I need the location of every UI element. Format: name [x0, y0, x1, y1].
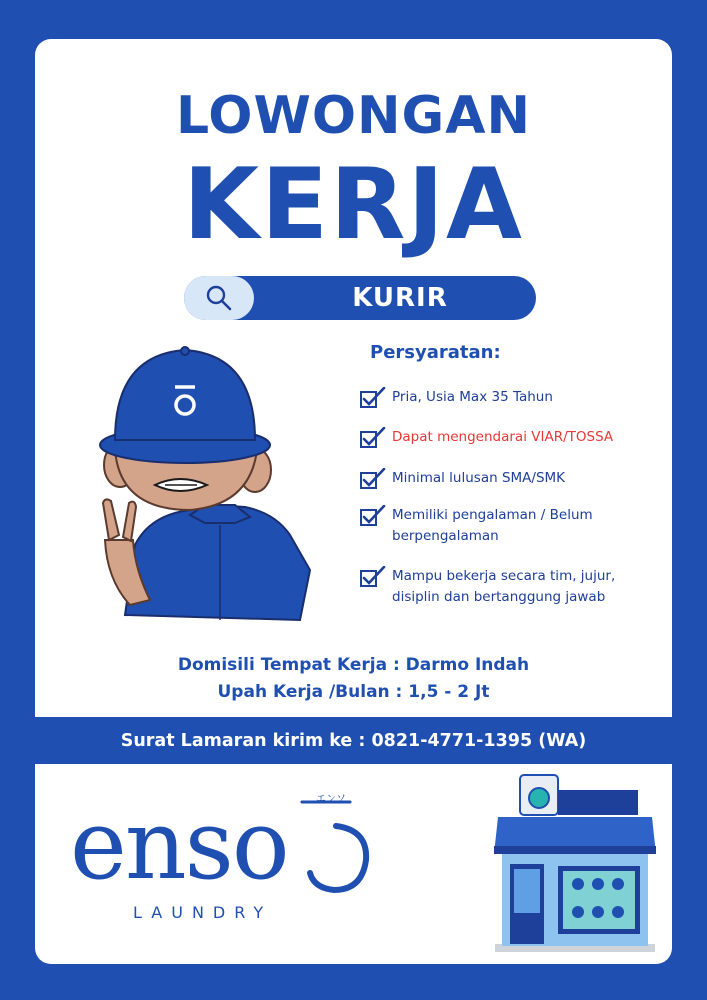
logo-subtitle: LAUNDRY — [133, 903, 273, 922]
requirement-text — [392, 566, 615, 608]
requirement-item — [360, 566, 670, 608]
requirement-text-line: Memiliki pengalaman / Belum — [392, 507, 593, 523]
requirement-text-line: berpengalaman — [392, 528, 499, 544]
storefront-illustration — [490, 772, 660, 952]
title-lowongan: LOWONGAN — [175, 86, 531, 146]
logo-wordmark: enso — [70, 789, 288, 901]
courier-illustration — [95, 345, 360, 625]
salary-range: Upah Kerja /Bulan : 1,5 - 2 Jt — [217, 682, 490, 702]
requirement-text-line: disiplin dan bertanggung jawab — [392, 589, 606, 605]
requirement-item — [360, 387, 670, 409]
checkbox-icon — [360, 427, 386, 449]
requirement-item — [360, 468, 670, 490]
requirement-item — [360, 427, 670, 449]
contact-banner: Surat Lamaran kirim ke : 0821-4771-1395 (WA) — [120, 731, 587, 751]
requirement-item — [360, 505, 670, 547]
checkbox-icon — [360, 566, 386, 588]
logo-brush-swoosh-icon — [296, 818, 376, 898]
checkbox-icon — [360, 468, 386, 490]
requirement-text — [392, 505, 593, 547]
requirement-text-highlight: Dapat mengendarai VIAR/TOSSA — [392, 429, 614, 445]
position-search-bar — [184, 276, 536, 320]
requirement-text-line: Mampu bekerja secara tim, jujur, — [392, 568, 616, 584]
title-kerja: KERJA — [183, 148, 524, 262]
checkbox-icon — [360, 505, 386, 527]
search-icon — [184, 276, 254, 320]
requirements-title: Persyaratan: — [370, 342, 501, 363]
logo-kana: エンソ — [316, 794, 346, 805]
work-location: Domisili Tempat Kerja : Darmo Indah — [177, 655, 530, 675]
requirement-text: Pria, Usia Max 35 Tahun — [392, 389, 553, 405]
checkbox-icon — [360, 387, 386, 409]
requirement-text: Minimal lulusan SMA/SMK — [392, 470, 566, 486]
position-label: KURIR — [352, 283, 448, 313]
